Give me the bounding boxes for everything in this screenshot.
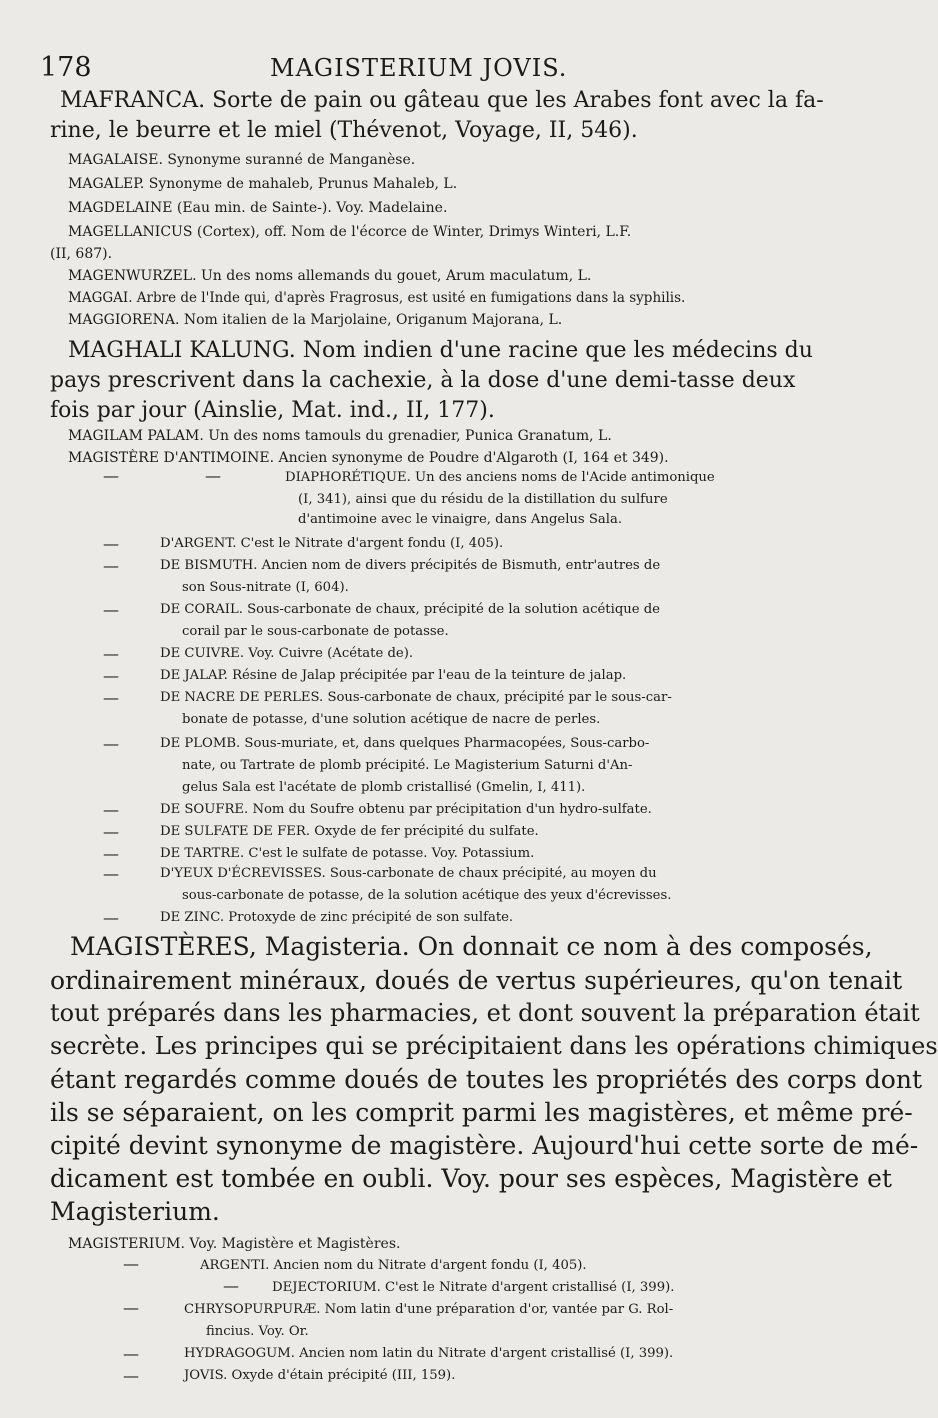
dash-marker: —	[123, 1254, 139, 1273]
entry-mafranca-line-2: rine, le beurre et le miel (Thévenot, Voyage, II, 546).	[50, 118, 638, 143]
sub-plomb-line-1: DE PLOMB. Sous-muriate, et, dans quelques Pharmacopées, Sous-carbo-	[160, 736, 650, 751]
entry-magellanicus-line-1: MAGELLANICUS (Cortex), off. Nom de l'écorce de Winter, Drimys Winteri, L.F.	[68, 224, 632, 240]
magisteres-line-1: MAGISTÈRES, Magisteria. On donnait ce nom à des composés,	[70, 932, 873, 961]
dash-marker: —	[205, 466, 221, 485]
magisterium-chrysopurpurae-line-2: fincius. Voy. Or.	[206, 1324, 309, 1339]
magisterium-jovis: JOVIS. Oxyde d'étain précipité (III, 159).	[184, 1368, 456, 1383]
entry-magdelaine: MAGDELAINE (Eau min. de Sainte-). Voy. Madelaine.	[68, 200, 448, 216]
dash-marker: —	[103, 600, 119, 619]
dash-marker: —	[103, 908, 119, 927]
magisteres-line-9: Magisterium.	[50, 1197, 220, 1226]
dash-marker: —	[103, 556, 119, 575]
sub-tartre: DE TARTRE. C'est le sulfate de potasse. Voy. Potassium.	[160, 846, 535, 861]
magisteres-line-3: tout préparés dans les pharmacies, et dont souvent la préparation était	[50, 999, 920, 1027]
sub-zinc: DE ZINC. Protoxyde de zinc précipité de son sulfate.	[160, 910, 514, 925]
dash-marker: —	[103, 466, 119, 485]
dash-marker: —	[123, 1298, 139, 1317]
entry-magilam-palam: MAGILAM PALAM. Un des noms tamouls du grenadier, Punica Granatum, L.	[68, 428, 612, 444]
entry-mafranca-line-1: MAFRANCA. Sorte de pain ou gâteau que les Arabes font avec la fa-	[60, 88, 824, 113]
sub-bismuth-line-2: son Sous-nitrate (I, 604).	[182, 580, 349, 595]
dash-marker: —	[103, 800, 119, 819]
dash-marker: —	[103, 734, 119, 753]
sub-cuivre: DE CUIVRE. Voy. Cuivre (Acétate de).	[160, 646, 414, 661]
magisteres-line-7: cipité devint synonyme de magistère. Aujourd'hui cette sorte de mé-	[50, 1131, 919, 1160]
dash-marker: —	[103, 644, 119, 663]
sub-bismuth-line-1: DE BISMUTH. Ancien nom de divers précipités de Bismuth, entr'autres de	[160, 558, 661, 573]
magisterium-entry: MAGISTERIUM. Voy. Magistère et Magistères.	[68, 1236, 401, 1252]
magisterium-argenti: ARGENTI. Ancien nom du Nitrate d'argent fondu (I, 405).	[200, 1258, 587, 1273]
entry-maghali-line-1: MAGHALI KALUNG. Nom indien d'une racine que les médecins du	[68, 338, 813, 363]
dash-marker: —	[123, 1366, 139, 1385]
dash-marker: —	[103, 666, 119, 685]
magisteres-line-4: secrète. Les principes qui se précipitaient dans les opérations chimiques	[50, 1032, 938, 1060]
dash-marker: —	[223, 1276, 239, 1295]
sub-sulfate-fer: DE SULFATE DE FER. Oxyde de fer précipité du sulfate.	[160, 824, 539, 839]
page-number: 178	[40, 52, 92, 83]
entry-magistere-antimoine: MAGISTÈRE D'ANTIMOINE. Ancien synonyme de Poudre d'Algaroth (I, 164 et 349).	[68, 450, 669, 466]
sub-diaphoretique-line-3: d'antimoine avec le vinaigre, dans Angelus Sala.	[298, 512, 623, 527]
sub-soufre: DE SOUFRE. Nom du Soufre obtenu par précipitation d'un hydro-sulfate.	[160, 802, 652, 817]
page-header	[40, 52, 780, 88]
entry-maghali-line-2: pays prescrivent dans la cachexie, à la dose d'une demi-tasse deux	[50, 368, 796, 393]
magisterium-hydragogum: HYDRAGOGUM. Ancien nom latin du Nitrate d'argent cristallisé (I, 399).	[184, 1346, 674, 1361]
magisteres-line-6: ils se séparaient, on les comprit parmi les magistères, et même pré-	[50, 1098, 913, 1127]
dash-marker: —	[103, 822, 119, 841]
dash-marker: —	[123, 1344, 139, 1363]
entry-maghali-line-3: fois par jour (Ainslie, Mat. ind., II, 177).	[50, 398, 495, 423]
sub-nacre-line-2: bonate de potasse, d'une solution acétique de nacre de perles.	[182, 712, 601, 727]
sub-argent: D'ARGENT. C'est le Nitrate d'argent fondu (I, 405).	[160, 536, 504, 551]
entry-maggiorena: MAGGIORENA. Nom italien de la Marjolaine, Origanum Majorana, L.	[68, 312, 563, 328]
entry-magenwurzel: MAGENWURZEL. Un des noms allemands du gouet, Arum maculatum, L.	[68, 268, 592, 284]
sub-plomb-line-3: gelus Sala est l'acétate de plomb cristallisé (Gmelin, I, 411).	[182, 780, 586, 795]
sub-nacre-line-1: DE NACRE DE PERLES. Sous-carbonate de chaux, précipité par le sous-car-	[160, 690, 672, 705]
entry-maggai: MAGGAI. Arbre de l'Inde qui, d'après Fragrosus, est usité en fumigations dans la syphilis.	[68, 290, 686, 306]
sub-corail-line-1: DE CORAIL. Sous-carbonate de chaux, précipité de la solution acétique de	[160, 602, 660, 617]
dash-marker: —	[103, 534, 119, 553]
magisteres-line-8: dicament est tombée en oubli. Voy. pour ses espèces, Magistère et	[50, 1164, 892, 1193]
sub-jalap: DE JALAP. Résine de Jalap précipitée par l'eau de la teinture de jalap.	[160, 668, 627, 683]
entry-magalep: MAGALEP. Synonyme de mahaleb, Prunus Mahaleb, L.	[68, 176, 458, 192]
sub-plomb-line-2: nate, ou Tartrate de plomb précipité. Le Magisterium Saturni d'An-	[182, 758, 633, 773]
sub-corail-line-2: corail par le sous-carbonate de potasse.	[182, 624, 449, 639]
magisteres-line-5: étant regardés comme doués de toutes les propriétés des corps dont	[50, 1065, 923, 1094]
magisterium-dejectorium: DEJECTORIUM. C'est le Nitrate d'argent cristallisé (I, 399).	[272, 1280, 675, 1295]
entry-magalaise: MAGALAISE. Synonyme suranné de Manganèse.	[68, 152, 416, 168]
dash-marker: —	[103, 688, 119, 707]
magisterium-chrysopurpurae-line-1: CHRYSOPURPURÆ. Nom latin d'une préparation d'or, vantée par G. Rol-	[184, 1302, 674, 1317]
magisteres-line-2: ordinairement minéraux, doués de vertus supérieures, qu'on tenait	[50, 966, 903, 995]
entry-magellanicus-line-2: (II, 687).	[50, 246, 113, 262]
sub-ecrevisses-line-2: sous-carbonate de potasse, de la solution acétique des yeux d'écrevisses.	[182, 888, 672, 903]
running-title: MAGISTERIUM JOVIS.	[270, 54, 568, 82]
dash-marker: —	[103, 864, 119, 883]
dash-marker: —	[103, 844, 119, 863]
sub-diaphoretique-line-2: (I, 341), ainsi que du résidu de la distillation du sulfure	[298, 492, 668, 507]
sub-diaphoretique-line-1: DIAPHORÉTIQUE. Un des anciens noms de l'Acide antimonique	[285, 470, 715, 485]
sub-ecrevisses-line-1: D'YEUX D'ÉCREVISSES. Sous-carbonate de chaux précipité, au moyen du	[160, 866, 657, 881]
